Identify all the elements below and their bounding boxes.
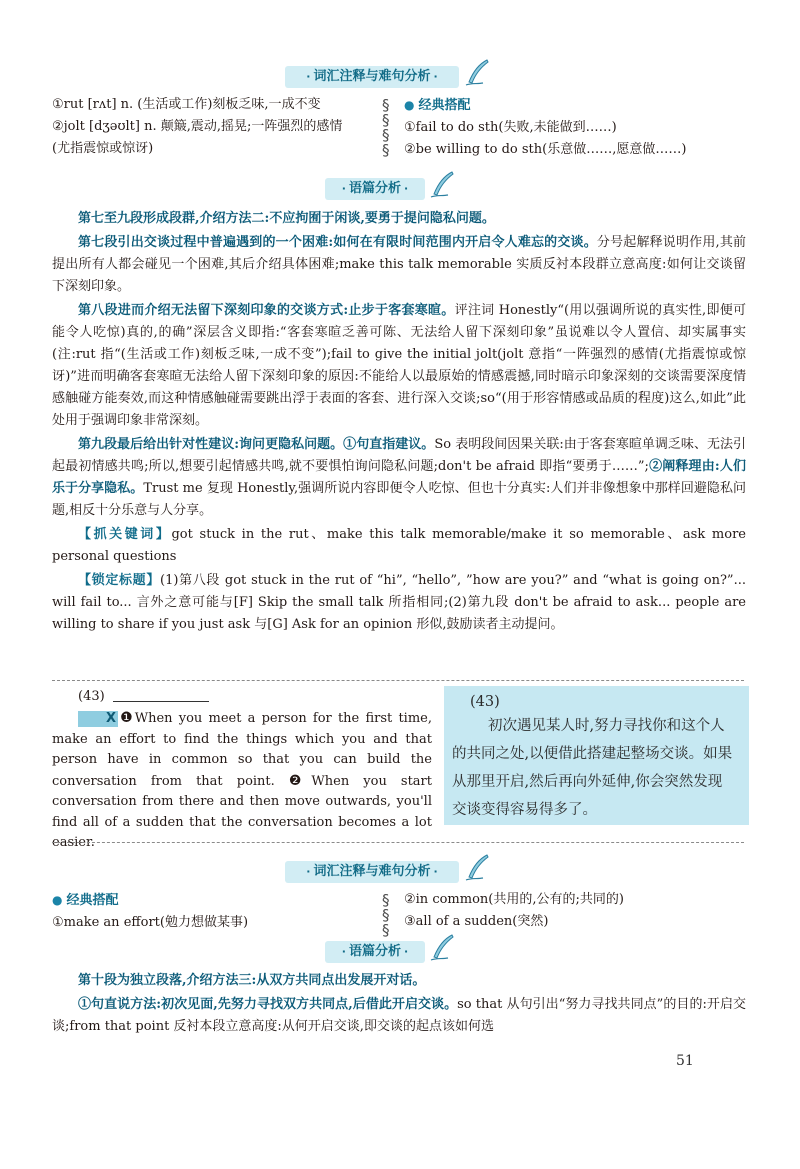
vocab-jolt-cont: (尤指震惊或惊讶) — [52, 141, 154, 156]
collocation-box-3 — [404, 889, 744, 933]
section-banner-text-2 — [0, 939, 800, 965]
analysis-paragraph: 第九段最后给出针对性建议:询问更隐私问题。①句直指建议。So 表明段间因果关联:由于客套寒暄单调乏味、无法引起最初情感共鸣;所以,想要引起情感共鸣,就不要惧怕询问隐私问题;don't be afraid 即指“要勇于……”;②阐释理由:人们乐于分享隐私。Trust me 复现 Honestly,强调所说内容即便令人吃惊、但也十分真实:人们并非像想象中那样回避隐私问题,相反十分乐意与人分享。 — [52, 437, 746, 518]
banner-title: 词汇注释与难句分析 — [313, 69, 431, 84]
collocation-item: ①make an effort(勉力想做某事) — [52, 915, 249, 930]
x-mark-icon: X — [78, 711, 118, 727]
section-banner-text — [0, 176, 800, 202]
collocation-box-2 — [52, 889, 382, 934]
analysis-paragraph: 第八段进而介绍无法留下深刻印象的交谈方式:止步于客套寒暄。评注词 Honestly“(用以强调所说的真实性,即便可能令人吃惊)真的,的确”深层含义即指:“客套寒暄乏善可陈、无法给人留下深刻印象”虽说难以令人置信、却实属事实(注:rut 指“(生活或工作)刻板乏味,一成不变”);fail to give the initial jolt(jolt 意指“一阵强烈的感情(尤指震惊或惊讶)”进而明确客套寒暄无法给人留下深刻印象的原因:不能给人以最原始的情感震撼,同时暗示印象深刻的交谈需要深度情感触碰方能奏效,而这种情感触碰需要跳出浮于表面的客套、进行深入交谈;so“(用于形容情感或品质的程度)这么,如此”此处用于强调印象非常深刻。 — [52, 303, 746, 428]
banner-box: · 语篇分析 · — [325, 941, 425, 963]
question-43 — [52, 686, 432, 854]
translation-note — [444, 686, 749, 825]
collocation-item: ②in common(共用的,公有的;共同的) — [404, 892, 624, 907]
analysis-section-2 — [52, 970, 746, 1038]
collocation-item: ①fail to do sth(失败,未能做到……) — [404, 120, 617, 135]
analysis-paragraph: ①句直说方法:初次见面,先努力寻找双方共同点,后借此开启交谈。so that 从句引出“努力寻找共同点”的目的:开启交谈;from that point 反衬本段立意高度:从何开启交谈,即交谈的起点该如何选 — [52, 997, 746, 1034]
divider-squiggle: § § § § — [382, 96, 390, 159]
banner-box: · 语篇分析 · — [325, 178, 425, 200]
question-text: X ❶When you meet a person for the first time, make an effort to find the things which you and that person have in common so that you can build the conversation from that point. ❷When you start conversation from there and then move outwards, you'll find all of a sudden that the conversation becomes a lot easier. — [52, 710, 432, 850]
divider-squiggle: § § § — [382, 891, 390, 939]
section-banner-vocab-2 — [0, 859, 800, 885]
section-banner-vocab — [0, 64, 800, 90]
vocab-rut: ①rut [rʌt] n. (生活或工作)刻板乏味,一成不变 — [52, 97, 321, 112]
collocation-box-1 — [404, 94, 744, 161]
question-number-line — [52, 686, 432, 708]
collocation-title: 经典搭配 — [66, 893, 119, 908]
bullet-icon: ● — [52, 893, 63, 907]
lock-tag: 【锁定标题】 — [78, 573, 161, 588]
keyword-paragraph: 【抓关键词】got stuck in the rut、make this talk memorable/make it so memorable、ask more personal questions — [52, 527, 746, 564]
vocab-notes-left — [52, 94, 382, 160]
vocab-jolt: ②jolt [dʒəʊlt] n. 颠簸,震动,摇晃;一阵强烈的感情 — [52, 119, 343, 134]
analysis-paragraph: 第十段为独立段落,介绍方法三:从双方共同点出发展开对话。 — [78, 973, 426, 988]
page-number: 51 — [676, 1053, 694, 1069]
collocation-title: 经典搭配 — [418, 98, 471, 113]
translation-text: 初次遇见某人时,努力寻找你和这个人的共同之处,以便借此搭建起整场交谈。如果从那里开启,然后再向外延伸,你会突然发现交谈变得容易得多了。 — [452, 718, 733, 818]
collocation-item: ③all of a sudden(突然) — [404, 914, 549, 929]
quill-icon — [463, 58, 491, 88]
banner-box: · 词汇注释与难句分析 · — [285, 861, 459, 883]
banner-title: 语篇分析 — [348, 181, 401, 196]
keyword-tag: 【抓关键词】 — [78, 527, 172, 542]
question-number: (43) — [78, 689, 105, 704]
banner-title: 词汇注释与难句分析 — [313, 864, 431, 879]
quill-icon — [463, 853, 491, 883]
banner-box: · 词汇注释与难句分析 · — [285, 66, 459, 88]
quill-icon — [428, 170, 456, 200]
analysis-paragraph: 第七至九段形成段群,介绍方法二:不应拘囿于闲谈,要勇于提问隐私问题。 — [78, 211, 495, 226]
divider — [52, 680, 744, 681]
collocation-item: ②be willing to do sth(乐意做……,愿意做……) — [404, 142, 687, 157]
divider — [52, 842, 744, 843]
translation-number: (43) — [470, 694, 500, 710]
analysis-section-1 — [52, 208, 746, 636]
answer-blank — [113, 687, 209, 702]
analysis-paragraph: 第七段引出交谈过程中普遍遇到的一个困难:如何在有限时间范围内开启令人难忘的交谈。分号起解释说明作用,其前提出所有人都会碰见一个困难,其后介绍具体困难;make this talk memorable 实质反衬本段群立意高度:如何让交谈留下深刻印象。 — [52, 235, 746, 294]
lock-title-paragraph: 【锁定标题】(1)第八段 got stuck in the rut of “hi”, “hello”, ”how are you?” and “what is going on?”... will fail to... 言外之意可能与[F] Skip the small talk 所指相同;(2)第九段 don't be afraid to ask... people are willing to share if you just ask 与[G] Ask for an opinion 形似,鼓励读者主动提问。 — [52, 573, 746, 632]
banner-title: 语篇分析 — [348, 944, 401, 959]
bullet-icon: ● — [404, 98, 415, 112]
quill-icon — [428, 933, 456, 963]
